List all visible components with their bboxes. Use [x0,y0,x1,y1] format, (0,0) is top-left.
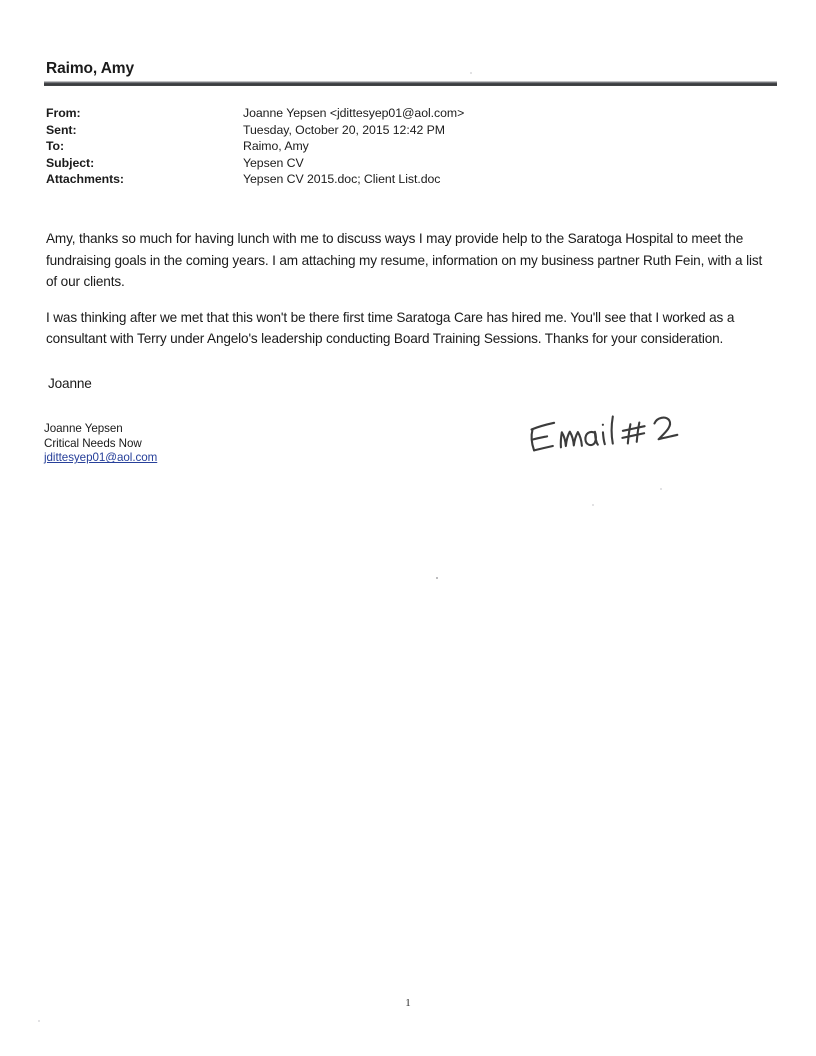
scan-speck [470,72,472,74]
signature-block [44,422,157,466]
body-paragraph-1: Amy, thanks so much for having lunch with me to discuss ways I may provide help to the Saratoga Hospital to meet the fundraising goals in the coming years. I am attaching my resume, information on my business partner Ruth Fein, with a list of our clients. [46,231,763,289]
header-label-sent: Sent: [46,122,77,137]
header-label-subject: Subject: [46,155,95,170]
page-number: 1 [405,997,411,1009]
header-value-to: Raimo, Amy [243,139,309,154]
email-header-fields [46,106,766,189]
header-field-sent [46,123,766,140]
header-label-attachments: Attachments: [46,172,124,187]
body-signoff: Joanne [48,376,92,391]
body-paragraph-2: I was thinking after we met that this won't be there first time Saratoga Care has hired me. You'll see that I worked as a consultant with Terry under Angelo's leadership conducting Board Training Sessions. Thanks for your consideration. [46,309,735,346]
scan-speck [38,1020,40,1022]
header-value-from: Joanne Yepsen <jdittesyep01@aol.com> [243,106,465,120]
signature-organization: Critical Needs Now [44,436,142,450]
header-field-from [46,106,766,123]
email-body [46,228,764,350]
title-divider [44,81,777,86]
header-field-to [46,139,766,156]
signature-email-link[interactable]: jdittesyep01@aol.com [44,451,158,465]
page-title: Raimo, Amy [46,60,135,77]
header-value-sent: Tuesday, October 20, 2015 12:42 PM [243,122,446,137]
header-value-attachments: Yepsen CV 2015.doc; Client List.doc [243,172,441,187]
header-field-attachments [46,172,766,189]
signature-name: Joanne Yepsen [44,422,123,435]
header-label-from: From: [46,106,81,120]
handwritten-annotation-email-2 [522,402,690,464]
scan-speck [660,488,662,490]
scan-speck [436,577,438,579]
header-field-subject [46,156,766,173]
scan-speck [592,504,594,506]
header-label-to: To: [46,139,65,154]
header-value-subject: Yepsen CV [243,155,304,170]
